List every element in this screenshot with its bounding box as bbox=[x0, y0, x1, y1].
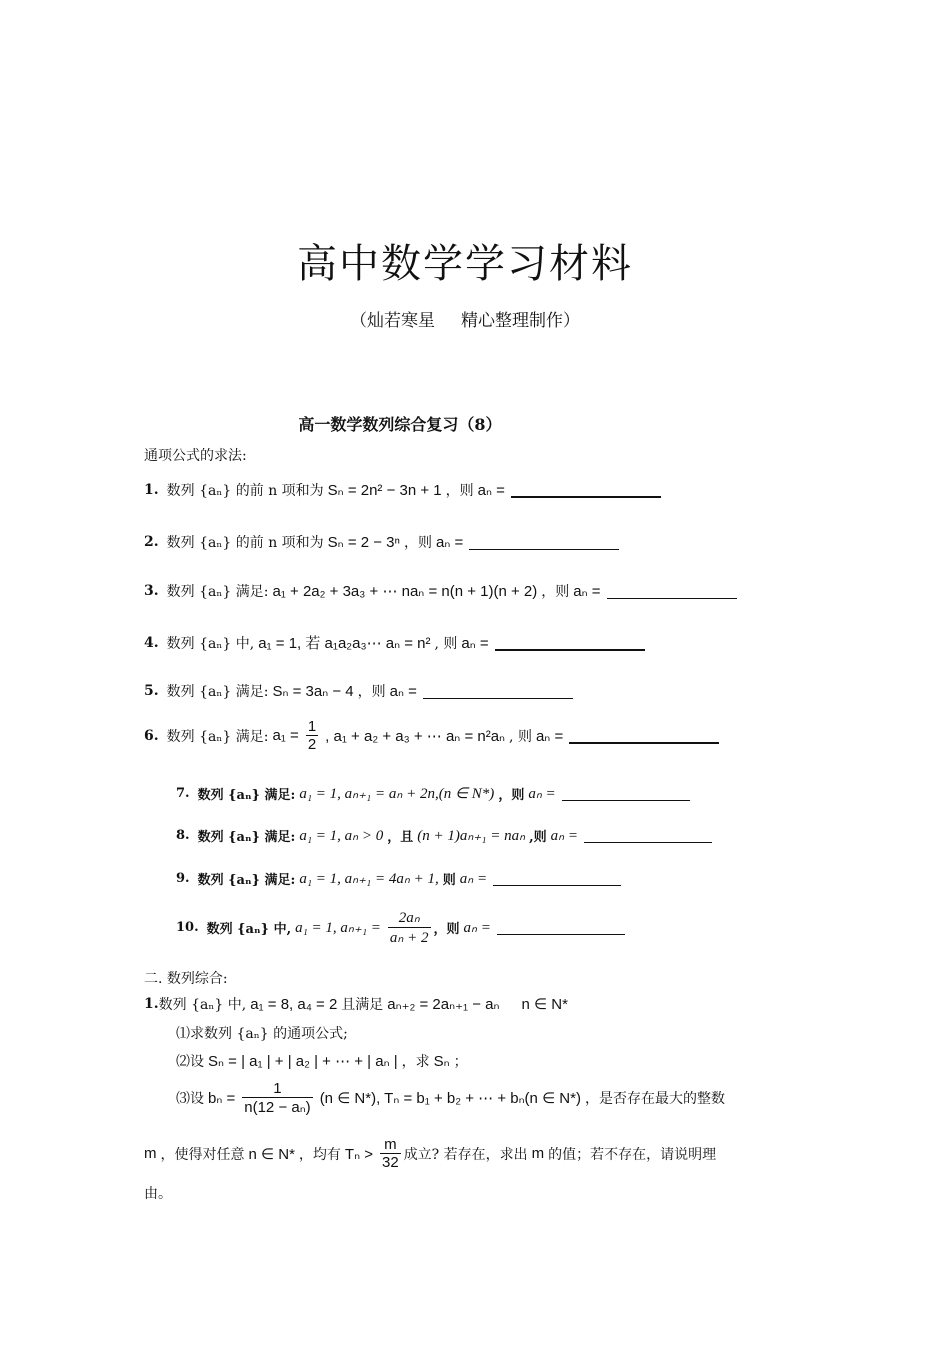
problem-1 bbox=[144, 480, 661, 500]
fraction-numerator: 2aₙ bbox=[398, 910, 420, 926]
problem-tail: ，则 bbox=[541, 584, 570, 600]
problem-math: , a₁ + a₂ + a₃ + ⋯ aₙ = n²aₙ bbox=[325, 727, 506, 745]
answer-blank[interactable] bbox=[562, 786, 690, 801]
problem-number: 8. bbox=[176, 828, 190, 843]
problem-tail: 则 bbox=[442, 873, 456, 888]
question-3 bbox=[176, 1080, 725, 1116]
problem-number: 1. bbox=[144, 996, 159, 1012]
fraction bbox=[306, 718, 318, 753]
question-2-end: ； bbox=[453, 1054, 468, 1070]
fraction bbox=[388, 908, 431, 947]
problem-number: 7. bbox=[176, 786, 190, 801]
fraction bbox=[380, 1136, 401, 1171]
question-3-end: ，是否存在最大的整数 bbox=[584, 1091, 725, 1107]
problem-ask: aₙ = bbox=[436, 534, 464, 551]
question-2-math2: Sₙ bbox=[433, 1053, 450, 1070]
question-1-text: ⑴求数列 {aₙ} 的通项公式; bbox=[176, 1026, 348, 1042]
fraction-denominator: 2 bbox=[307, 736, 317, 753]
subtitle-left: （灿若寒星 bbox=[350, 311, 435, 331]
fraction bbox=[242, 1080, 312, 1116]
problem-ask: aₙ = bbox=[463, 920, 491, 936]
intro-math2: aₙ₊₂ = 2aₙ₊₁ − aₙ bbox=[387, 996, 500, 1013]
problem-2 bbox=[144, 532, 619, 552]
problem-math: Sₙ = 2 − 3ⁿ bbox=[327, 534, 400, 551]
problem-math: a₁ = 1, 若 a₁a₂a₃⋯ aₙ = n² bbox=[258, 635, 431, 652]
answer-blank[interactable] bbox=[495, 635, 645, 651]
question-3-lhs: bₙ = bbox=[208, 1090, 236, 1107]
question-3-last-line bbox=[144, 1183, 172, 1203]
problem-number: 10. bbox=[176, 920, 199, 935]
problem-number: 4. bbox=[144, 634, 159, 651]
problem-math: a₁ + 2a₂ + 3a₃ + ⋯ naₙ = n(n + 1)(n + 2) bbox=[272, 583, 538, 600]
problem-tail: ，则 bbox=[357, 684, 386, 700]
problem-tail: ，则 bbox=[404, 535, 432, 551]
question-2 bbox=[176, 1051, 468, 1071]
problem-7 bbox=[176, 784, 690, 803]
section2-label: 二. 数列综合: bbox=[144, 971, 228, 987]
problem-number: 1. bbox=[144, 482, 159, 498]
variable-m-2: m bbox=[531, 1145, 545, 1162]
problem-text: 数列 {aₙ} 满足: bbox=[166, 584, 269, 600]
answer-blank[interactable] bbox=[497, 920, 625, 935]
problem-9 bbox=[176, 869, 621, 888]
problem-tail: , 则 bbox=[434, 635, 458, 652]
answer-blank[interactable] bbox=[493, 871, 621, 886]
problem-ask: aₙ = bbox=[389, 683, 417, 700]
problem-ask: aₙ = bbox=[573, 583, 601, 600]
question-3-continued bbox=[144, 1136, 716, 1171]
fraction-numerator: m bbox=[384, 1136, 397, 1153]
question-1 bbox=[176, 1023, 348, 1043]
section-heading: 高一数学数列综合复习（8） bbox=[298, 415, 502, 434]
problem-math: a₁ = 1, aₙ₊₁ = 4aₙ + 1, bbox=[299, 871, 439, 887]
intro-math: a₁ = 8, a₄ = 2 bbox=[250, 995, 338, 1013]
fraction-denominator: aₙ + 2 bbox=[388, 927, 431, 947]
problem-4 bbox=[144, 632, 645, 653]
problem-text: 数列 {aₙ} 满足: bbox=[197, 873, 296, 888]
problem-ask: aₙ = bbox=[459, 871, 488, 887]
problem-text: 数列 {aₙ} 中, bbox=[166, 635, 255, 652]
question-2-math: Sₙ = | a₁ | + | a₂ | + ⋯ + | aₙ | bbox=[208, 1053, 398, 1070]
problem-number: 5. bbox=[144, 683, 159, 699]
intro-mid: 且满足 bbox=[341, 997, 384, 1013]
variable-m: m bbox=[144, 1145, 157, 1162]
problem-number: 6. bbox=[144, 727, 159, 744]
problem-text: 数列 {aₙ} 满足: bbox=[166, 728, 269, 745]
answer-blank[interactable] bbox=[584, 828, 712, 843]
continued-text-4: 的值；若不存在，请说明理 bbox=[548, 1146, 717, 1163]
problem-math: a₁ = 1, aₙ₊₁ = bbox=[295, 920, 381, 936]
problem-tail: ，则 bbox=[498, 788, 525, 803]
continued-text-3: 成立? 若存在，求出 bbox=[403, 1146, 528, 1163]
problem-6 bbox=[144, 718, 719, 753]
problem-tail: ,则 bbox=[529, 830, 547, 845]
problem-tail: ，则 bbox=[433, 922, 460, 937]
problem-text: 数列 {aₙ} 中, bbox=[206, 922, 292, 937]
problem-math-pre: a₁ = bbox=[272, 727, 299, 744]
answer-blank[interactable] bbox=[469, 535, 619, 550]
fraction-numerator: 1 bbox=[273, 1080, 282, 1097]
question-3-pre: ⑶设 bbox=[176, 1091, 204, 1107]
problem-text: 数列 {aₙ} 满足: bbox=[197, 830, 296, 845]
problem-5 bbox=[144, 681, 573, 701]
problem-tail: ，则 bbox=[445, 483, 474, 499]
problem-text: 数列 {aₙ} 的前 n 项和为 bbox=[166, 535, 324, 551]
question-2-mid: ，求 bbox=[401, 1054, 430, 1070]
continued-text-1: ，使得对任意 bbox=[160, 1146, 245, 1163]
problem-tail: , 则 bbox=[509, 728, 532, 745]
page-subtitle bbox=[0, 306, 930, 331]
section2-intro bbox=[144, 994, 572, 1014]
problem-mid: ，且 bbox=[387, 830, 414, 845]
problem-ask: aₙ = bbox=[461, 634, 489, 652]
answer-blank[interactable] bbox=[423, 684, 573, 699]
answer-blank[interactable] bbox=[569, 728, 719, 744]
question-3-math: (n ∈ N*), Tₙ = b₁ + b₂ + ⋯ + bₙ(n ∈ N*) bbox=[319, 1090, 581, 1107]
problem-number: 3. bbox=[144, 583, 159, 599]
problem-text: 数列 {aₙ} 的前 n 项和为 bbox=[166, 483, 324, 499]
problem-math: Sₙ = 2n² − 3n + 1 bbox=[327, 482, 442, 499]
page-title: 高中数学学习材料 bbox=[297, 241, 633, 287]
problem-number: 9. bbox=[176, 871, 190, 886]
problem-ask: aₙ = bbox=[535, 727, 564, 745]
answer-blank[interactable] bbox=[511, 482, 661, 498]
continued-math: n ∈ N* bbox=[248, 1145, 295, 1163]
last-line-text: 由。 bbox=[144, 1186, 172, 1202]
problem-ask: aₙ = bbox=[477, 482, 505, 499]
intro-text: 数列 {aₙ} 中, bbox=[158, 997, 247, 1013]
problem-text: 数列 {aₙ} 满足: bbox=[166, 684, 269, 700]
problem-text: 数列 {aₙ} 满足: bbox=[197, 788, 296, 803]
problem-10 bbox=[176, 908, 625, 947]
problem-math: a₁ = 1, aₙ > 0 bbox=[299, 828, 384, 844]
problem-math: Sₙ = 3aₙ − 4 bbox=[272, 683, 354, 700]
fraction-denominator: 32 bbox=[382, 1154, 399, 1171]
problem-number: 2. bbox=[144, 534, 159, 550]
problem-math2: (n + 1)aₙ₊₁ = naₙ bbox=[417, 828, 526, 844]
fraction-numerator: 1 bbox=[307, 718, 317, 735]
problem-8 bbox=[176, 826, 712, 845]
problem-ask: aₙ = bbox=[528, 786, 556, 802]
fraction-denominator: n(12 − aₙ) bbox=[244, 1099, 311, 1116]
problem-math: a₁ = 1, aₙ₊₁ = aₙ + 2n,(n ∈ N*) bbox=[299, 786, 495, 802]
subtitle-right: 精心整理制作） bbox=[461, 311, 580, 331]
continued-text-2: ，均有 bbox=[298, 1146, 341, 1163]
question-2-pre: ⑵设 bbox=[176, 1054, 204, 1070]
problem-3 bbox=[144, 581, 737, 601]
section1-label: 通项公式的求法: bbox=[144, 448, 247, 464]
problem-ask: aₙ = bbox=[550, 828, 578, 844]
intro-math3: n ∈ N* bbox=[521, 996, 568, 1013]
answer-blank[interactable] bbox=[607, 584, 737, 599]
continued-math2: Tₙ > bbox=[344, 1145, 373, 1163]
